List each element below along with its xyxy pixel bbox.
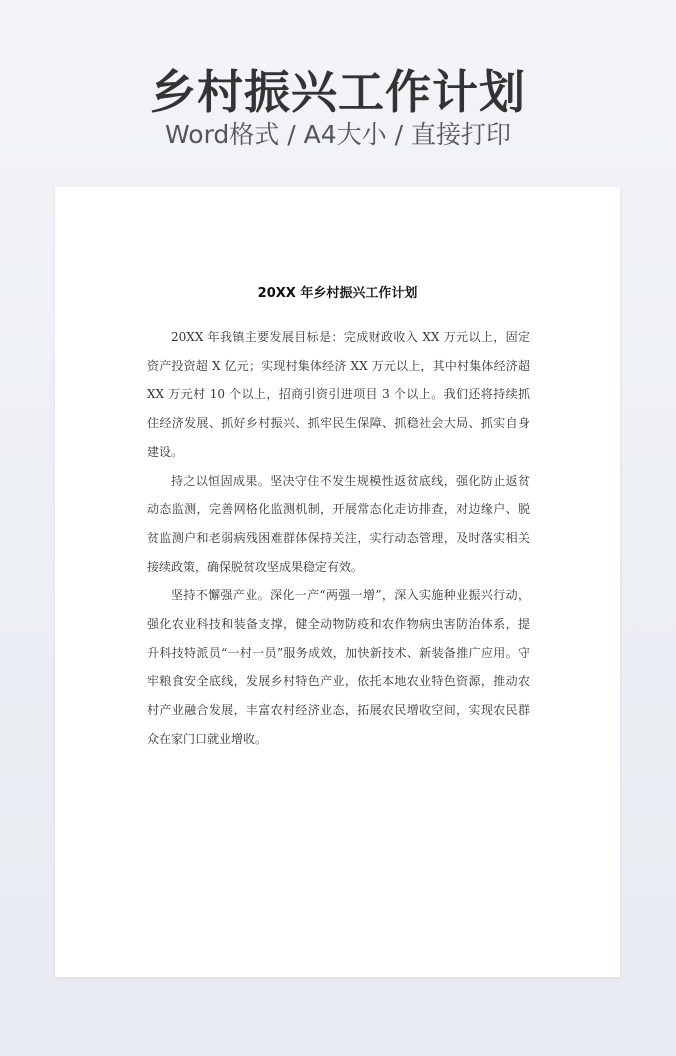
document-title: 20XX 年乡村振兴工作计划 [257, 286, 418, 301]
document-body [147, 323, 530, 754]
paragraph-goals: 20XX 年我镇主要发展目标是：完成财政收入 XX 万元以上，固定资产投资超 X 亿元；实现村集体经济 XX 万元以上，其中村集体经济超 XX 万元村 10 个以上，招商引资引进项目 3 个以上。我们还将持续抓住经济发展、抓好乡村振兴、抓牢民生保障、抓稳社会大局、抓实自身建设。 [147, 330, 530, 459]
paragraph-consolidate-results: 持之以恒固成果。坚决守住不发生规模性返贫底线，强化防止返贫动态监测，完善网格化监测机制，开展常态化走访排查，对边缘户、脱贫监测户和老弱病残困难群体保持关注，实行动态管理，及时落实相关接续政策，确保脱贫攻坚成果稳定有效。 [147, 473, 530, 574]
page-header [0, 0, 676, 180]
page-title: 乡村振兴工作计划 [150, 65, 526, 119]
document-page [55, 187, 620, 977]
paragraph-strengthen-industry: 坚持不懈强产业。深化一产“两强一增”，深入实施种业振兴行动，强化农业科技和装备支撑，健全动物防疫和农作物病虫害防治体系，提升科技特派员“一村一员”服务成效，加快新技术、新装备推广应用。守牢粮食安全底线，发展乡村特色产业，依托本地农业特色资源，推动农村产业融合发展，丰富农村经济业态，拓展农民增收空间，实现农民群众在家门口就业增收。 [147, 588, 530, 746]
page-subtitle: Word格式 / A4大小 / 直接打印 [165, 120, 511, 149]
